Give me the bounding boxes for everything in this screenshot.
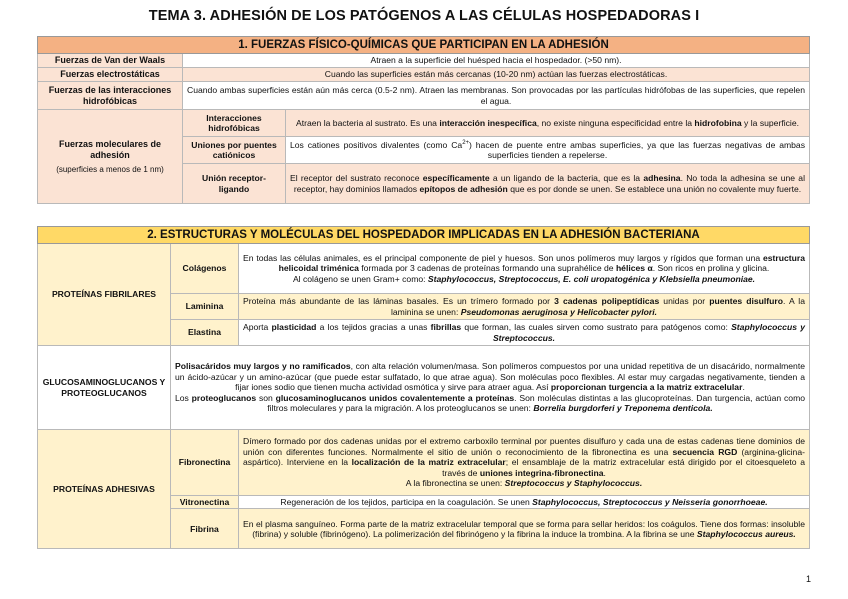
forces-table [37,36,810,204]
fibrillar-proteins-label: PROTEÍNAS FIBRILARES [38,244,171,346]
fibronectin-text: Dímero formado por dos cadenas unidas por el extremo carboxilo terminal por puentes disulfuro y cada una de estas cadenas tiene dominios de unión con diferentes funciones. Normalmente el sitio de unión o reconocimiento de la fibronectina es una secuencia RGD (arginina-glicina-aspártico). Interviene en la localización de la matriz extracelular; el ensamblaje de la matriz extracelular está dirigido por el citoesqueleto a través de uniones integrina-fibronectina. A la fibronectina se unen: Streptococcus y Staphylococcus. [239,430,810,496]
molecular-title: Fuerzas moleculares de adhesión [58,138,162,160]
cation-bridges-text: Los cationes positivos divalentes (como $Ca^{2+}$) hacen de puente entre ambas superficies, ya que las fuerzas negativas de ambas superficies tienden a repelerse. [286,137,810,164]
electro-text: Cuando las superficies están más cercanas (10-20 nm) actúan las fuerzas electrostáticas. [183,68,810,82]
hydro-label: Fuerzas de las interacciones hidrofóbicas [38,82,183,110]
fibrin-label: Fibrina [171,509,239,549]
section2-header: 2. ESTRUCTURAS Y MOLÉCULAS DEL HOSPEDADOR IMPLICADAS EN LA ADHESIÓN BACTERIANA [38,227,810,244]
receptor-ligand-text: El receptor del sustrato reconoce específicamente a un ligando de la bacteria, que es la adhesina. No toda la adhesina se une al receptor, hay dominios llamados epítopos de adhesión que es por donde se unen. Se establece una unión no covalente muy fuerte. [286,164,810,204]
page-title: TEMA 3. ADHESIÓN DE LOS PATÓGENOS A LAS CÉLULAS HOSPEDADORAS I [148,8,700,24]
elastin-text: Aporta plasticidad a los tejidos gracias a unas fibrillas que forman, las cuales sirven como sustrato para patógenos como: Staphylococcus y Streptococcus. [239,320,810,346]
elastin-label: Elastina [171,320,239,346]
collagen-label: Colágenos [171,244,239,294]
laminin-text: Proteína más abundante de las láminas basales. Es un trímero formado por 3 cadenas polipeptídicas unidas por puentes disulfuro. A la laminina se unen: Pseudomonas aeruginosa y Helicobacter pylori. [239,294,810,320]
laminin-label: Laminina [171,294,239,320]
electro-label: Fuerzas electrostáticas [38,68,183,82]
vdw-text: Atraen a la superficie del huésped hacia el hospedador. (>50 nm). [183,54,810,68]
hydrophobic-interactions-text: Atraen la bacteria al sustrato. Es una interacción inespecífica, no existe ninguna especificidad entre la hidrofobina y la superficie. [286,110,810,137]
section1-header: 1. FUERZAS FÍSICO-QUÍMICAS QUE PARTICIPAN EN LA ADHESIÓN [38,37,810,54]
hydro-text: Cuando ambas superficies están aún más cerca (0.5-2 nm). Atraen las membranas. Son provocadas por las partículas hidrófobas de las superficies, que repelen el agua. [183,82,810,110]
glycosaminoglycans-text: Polisacáridos muy largos y no ramificados, con alta relación volumen/masa. Son polímeros compuestos por una unidad repetitiva de un disacárido, normalmente un ácido-azúcar y un amino-azúcar (que puede estar sulfatado, lo que atrae agua). Son moléculas poco flexibles. Al estar muy cargadas negativamente, tienden a fijar iones sodio que tienen mucha actividad osmótica y sirve para atraer agua. Así proporcionan turgencia a la matriz extracelular. Los proteoglucanos son glucosaminoglucanos unidos covalentemente a proteínas. Son moléculas distintas a las glucoproteínas. Dan turgencia, actúan como filtros moleculares y para la migración. A los proteoglucanos se unen: Borrelia burgdorferi y Treponema denticola. [171,346,810,430]
vitronectin-text: Regeneración de los tejidos, participa en la coagulación. Se unen Staphylococcus, Streptococcus y Neisseria gonorrhoeae. [239,496,810,509]
collagen-text: En todas las células animales, es el principal componente de piel y huesos. Son unos polímeros muy largos y rígidos que forman una estructura helicoidal triménica formada por 3 cadenas de proteínas formando una suprahélice de hélices α. Son ricos en prolina y glicina. Al colágeno se unen Gram+ como: Staphylococcus, Streptococcus, E. coli uropatogénica y Klebsiella pneumoniae. [239,244,810,294]
fibrin-text: En el plasma sanguíneo. Forma parte de la matriz extracelular temporal que se forma para sellar heridos: los coágulos. Tiene dos formas: insoluble (fibrina) y soluble (fibrinógeno). La polimerización del fibrinógeno y la fibrina la induce la trombina. A la fibrina se une Staphylococcus aureus. [239,509,810,549]
page-number: 1 [805,574,811,584]
molecular-label [38,110,183,204]
molecular-sublabel: (superficies a menos de 1 nm) [56,164,164,174]
host-structures-table [37,226,810,549]
adhesive-proteins-label: PROTEÍNAS ADHESIVAS [38,430,171,549]
vdw-label: Fuerzas de Van der Waals [38,54,183,68]
glycosaminoglycans-label: GLUCOSAMINOGLUCANOS Y PROTEOGLUCANOS [38,346,171,430]
hydrophobic-interactions-label: Interacciones hidrofóbicas [183,110,286,137]
vitronectin-label: Vitronectina [171,496,239,509]
cation-bridges-label: Uniones por puentes catiónicos [183,137,286,164]
fibronectin-label: Fibronectina [171,430,239,496]
receptor-ligand-label: Unión receptor-ligando [183,164,286,204]
